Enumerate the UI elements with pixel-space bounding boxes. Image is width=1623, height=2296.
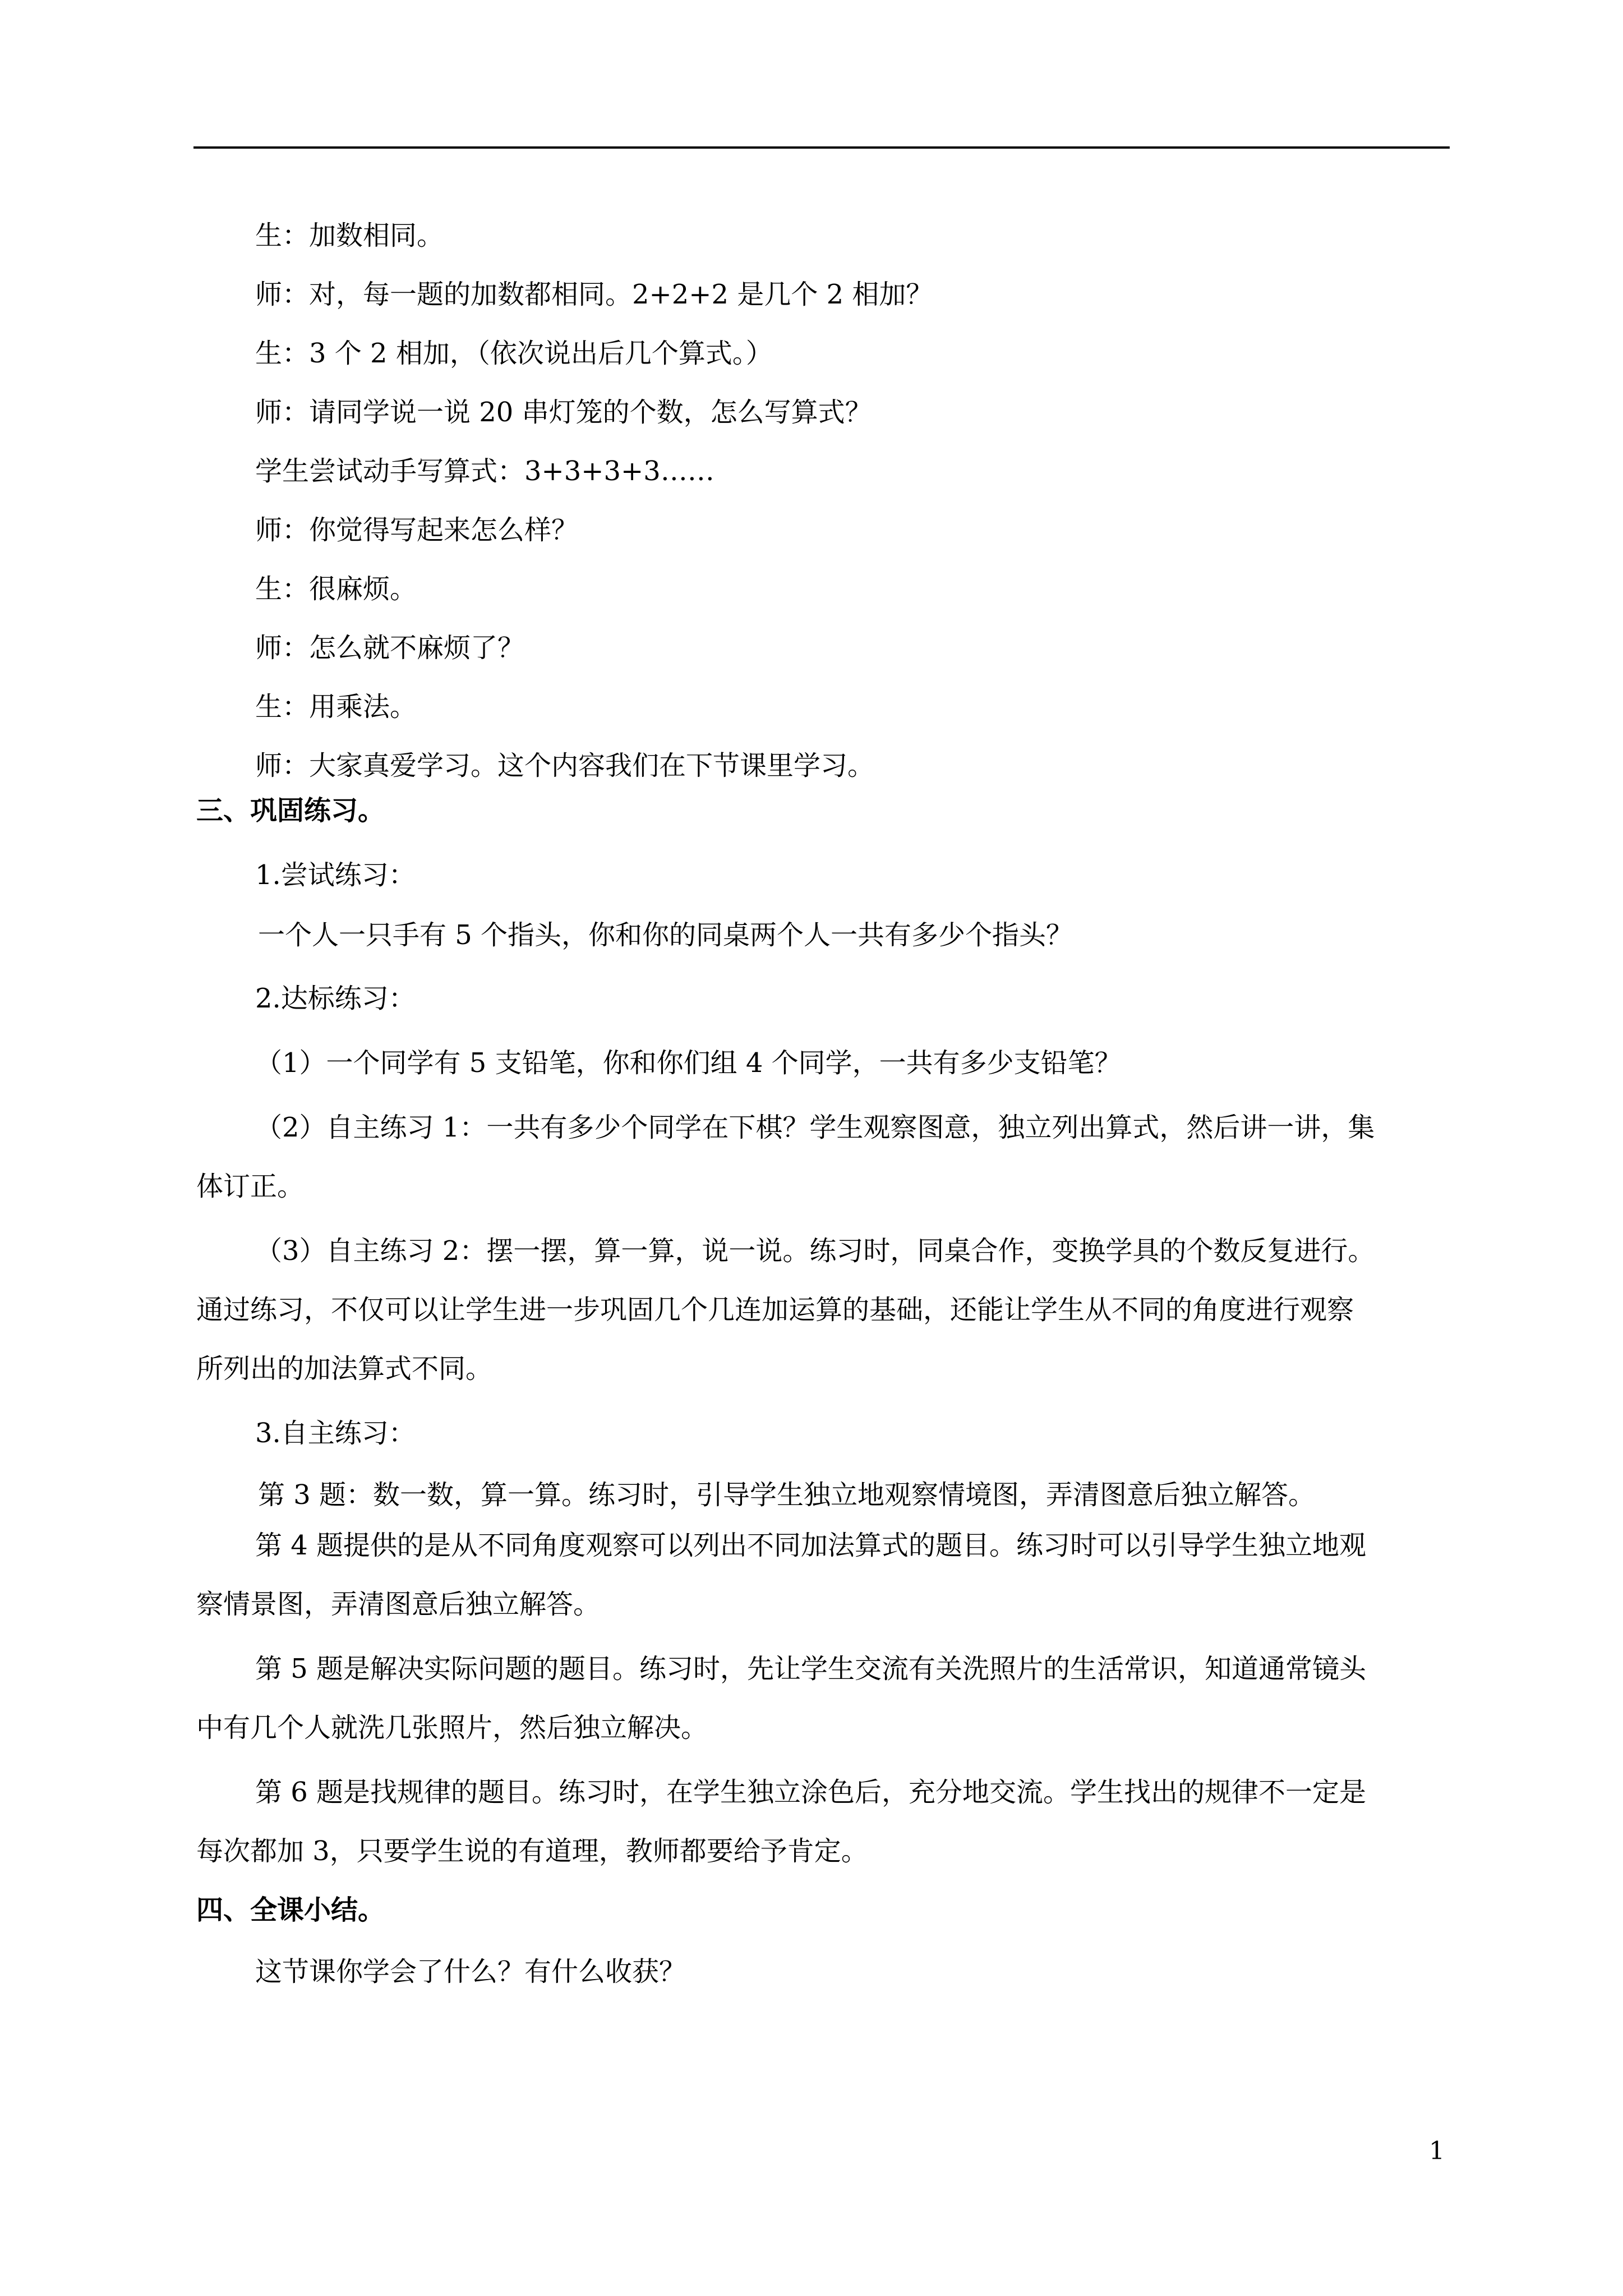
paragraph-line: 通过练习，不仅可以让学生进一步巩固几个几连加运算的基础，还能让学生从不同的角度进行观察 — [196, 1294, 1354, 1326]
paragraph-line: 第 6 题是找规律的题目。练习时，在学生独立涂色后，充分地交流。学生找出的规律不一定是 — [255, 1777, 1367, 1808]
paragraph-line: 2.达标练习： — [255, 983, 416, 1014]
paragraph-line: 体订正。 — [196, 1171, 305, 1202]
paragraph-line: 第 3 题：数一数，算一算。练习时，引导学生独立地观察情境图，弄清图意后独立解答。 — [258, 1479, 1316, 1511]
section-heading: 三、巩固练习。 — [196, 795, 385, 826]
paragraph-line: 所列出的加法算式不同。 — [196, 1353, 493, 1384]
paragraph-line: 生：用乘法。 — [255, 691, 417, 723]
header-rule — [193, 146, 1450, 149]
paragraph-line: 师：你觉得写起来怎么样？ — [255, 514, 579, 546]
paragraph-line: 察情景图，弄清图意后独立解答。 — [196, 1589, 601, 1620]
paragraph-line: 师：对，每一题的加数都相同。2+2+2 是几个 2 相加？ — [255, 279, 933, 310]
paragraph-line: 这节课你学会了什么？有什么收获？ — [255, 1956, 686, 1987]
paragraph-line: 生：3 个 2 相加，（依次说出后几个算式。） — [255, 338, 773, 369]
paragraph-line: （2）自主练习 1：一共有多少个同学在下棋？学生观察图意，独立列出算式，然后讲一讲，集 — [255, 1112, 1375, 1143]
paragraph-line: 每次都加 3，只要学生说的有道理，教师都要给予肯定。 — [196, 1835, 868, 1867]
paragraph-line: 师：怎么就不麻烦了？ — [255, 632, 525, 664]
paragraph-line: 3.自主练习： — [255, 1418, 416, 1449]
paragraph-line: 一个人一只手有 5 个指头，你和你的同桌两个人一共有多少个指头？ — [258, 919, 1073, 951]
paragraph-line: 学生尝试动手写算式：3+3+3+3…… — [255, 455, 714, 487]
paragraph-line: 第 4 题提供的是从不同角度观察可以列出不同加法算式的题目。练习时可以引导学生独立地观 — [255, 1530, 1367, 1561]
paragraph-line: 第 5 题是解决实际问题的题目。练习时，先让学生交流有关洗照片的生活常识，知道通常镜头 — [255, 1653, 1367, 1685]
paragraph-line: 生：很麻烦。 — [255, 573, 417, 605]
paragraph-line: （3）自主练习 2：摆一摆，算一算，说一说。练习时，同桌合作，变换学具的个数反复进行。 — [255, 1235, 1375, 1267]
page-number: 1 — [1429, 2137, 1445, 2165]
paragraph-line: 1.尝试练习： — [255, 859, 416, 891]
paragraph-line: （1）一个同学有 5 支铅笔，你和你们组 4 个同学，一共有多少支铅笔？ — [255, 1047, 1122, 1079]
paragraph-line: 师：大家真爱学习。这个内容我们在下节课里学习。 — [255, 750, 875, 781]
paragraph-line: 师：请同学说一说 20 串灯笼的个数，怎么写算式？ — [255, 397, 872, 428]
section-heading: 四、全课小结。 — [196, 1894, 385, 1926]
paragraph-line: 中有几个人就洗几张照片，然后独立解决。 — [196, 1712, 708, 1743]
paragraph-line: 生：加数相同。 — [255, 220, 444, 251]
